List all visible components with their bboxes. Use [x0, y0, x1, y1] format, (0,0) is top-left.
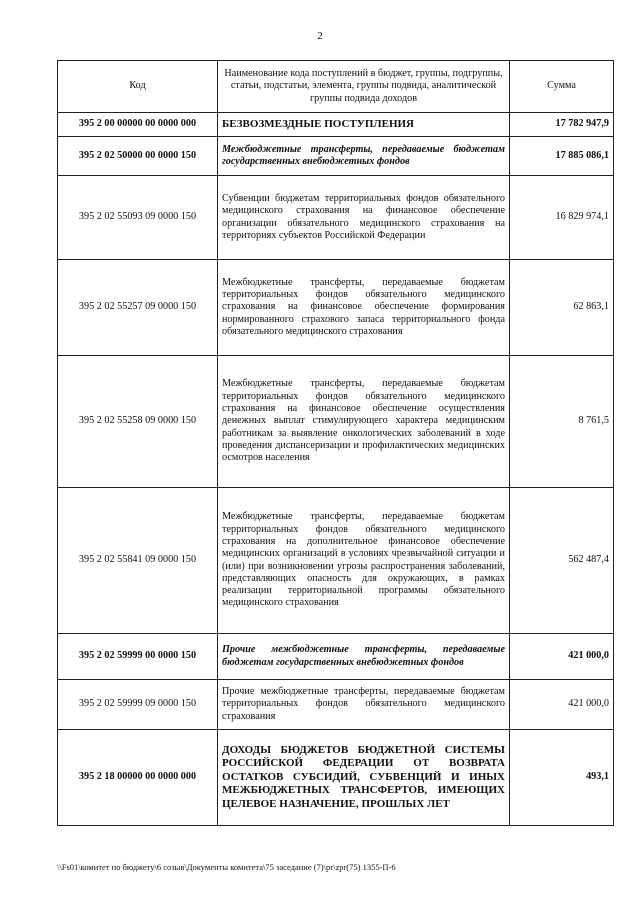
row-code: 395 2 02 59999 00 0000 150	[58, 634, 218, 680]
file-path-footer: \\Fs01\комитет по бюджету\6 созыв\Документы комитета\75 заседание (7)\pr\zpr(75) 1355-П-6	[57, 862, 396, 872]
row-code: 395 2 02 59999 09 0000 150	[58, 680, 218, 730]
row-name: Межбюджетные трансферты, передаваемые бюджетам территориальных фондов обязательного медицинского страхования на финансовое обеспечение осуществления денежных выплат стимулирующего характера медицинским работникам за выявление онкологических заболеваний в ходе проведения диспансеризации и профилактических медицинских осмотров населения	[218, 356, 510, 488]
table-row	[58, 137, 614, 176]
row-name: Прочие межбюджетные трансферты, передаваемые бюджетам территориальных фондов обязательного медицинского страхования	[218, 680, 510, 730]
table-row	[58, 634, 614, 680]
page-number: 2	[317, 30, 323, 42]
row-code: 395 2 02 55093 09 0000 150	[58, 176, 218, 260]
header-name: Наименование кода поступлений в бюджет, группы, подгруппы, статьи, подстатьи, элемента, группы подвида, аналитической группы подвида доходов	[218, 61, 510, 113]
row-sum: 421 000,0	[510, 634, 614, 680]
table-row	[58, 260, 614, 356]
row-sum: 16 829 974,1	[510, 176, 614, 260]
row-code: 395 2 02 55841 09 0000 150	[58, 488, 218, 634]
row-name: Прочие межбюджетные трансферты, передаваемые бюджетам государственных внебюджетных фондов	[218, 634, 510, 680]
row-sum: 62 863,1	[510, 260, 614, 356]
table-row	[58, 356, 614, 488]
row-code: 395 2 18 00000 00 0000 000	[58, 730, 218, 826]
row-sum: 17 885 086,1	[510, 137, 614, 176]
row-name: ДОХОДЫ БЮДЖЕТОВ БЮДЖЕТНОЙ СИСТЕМЫ РОССИЙСКОЙ ФЕДЕРАЦИИ ОТ ВОЗВРАТА ОСТАТКОВ СУБСИДИЙ, СУБВЕНЦИЙ И ИНЫХ МЕЖБЮДЖЕТНЫХ ТРАНСФЕРТОВ, ИМЕЮЩИХ ЦЕЛЕВОЕ НАЗНАЧЕНИЕ, ПРОШЛЫХ ЛЕТ	[218, 730, 510, 826]
row-sum: 493,1	[510, 730, 614, 826]
row-sum: 17 782 947,9	[510, 113, 614, 137]
row-sum: 8 761,5	[510, 356, 614, 488]
row-code: 395 2 00 00000 00 0000 000	[58, 113, 218, 137]
row-code: 395 2 02 50000 00 0000 150	[58, 137, 218, 176]
row-name: Межбюджетные трансферты, передаваемые бюджетам территориальных фондов обязательного медицинского страхования на финансовое обеспечение формирования нормированного страхового запаса территориального фонда обязательного медицинского страхования	[218, 260, 510, 356]
table-row	[58, 176, 614, 260]
table-row	[58, 730, 614, 826]
table-row	[58, 113, 614, 137]
row-sum: 562 487,4	[510, 488, 614, 634]
row-name: БЕЗВОЗМЕЗДНЫЕ ПОСТУПЛЕНИЯ	[218, 113, 510, 137]
table-row	[58, 488, 614, 634]
row-sum: 421 000,0	[510, 680, 614, 730]
table-row	[58, 680, 614, 730]
row-code: 395 2 02 55258 09 0000 150	[58, 356, 218, 488]
header-code: Код	[58, 61, 218, 113]
revenue-table	[57, 60, 614, 826]
header-sum: Сумма	[510, 61, 614, 113]
table-header-row	[58, 61, 614, 113]
row-name: Субвенции бюджетам территориальных фондов обязательного медицинского страхования на финансовое обеспечение организации обязательного медицинского страхования на территориях субъектов Российской Федерации	[218, 176, 510, 260]
row-code: 395 2 02 55257 09 0000 150	[58, 260, 218, 356]
row-name: Межбюджетные трансферты, передаваемые бюджетам территориальных фондов обязательного медицинского страхования на дополнительное финансовое обеспечение медицинских организаций в условиях чрезвычайной ситуации и (или) при возникновении угрозы распространения заболеваний, представляющих опасность для окружающих, в рамках реализации территориальной программы обязательного медицинского страхования	[218, 488, 510, 634]
row-name: Межбюджетные трансферты, передаваемые бюджетам государственных внебюджетных фондов	[218, 137, 510, 176]
